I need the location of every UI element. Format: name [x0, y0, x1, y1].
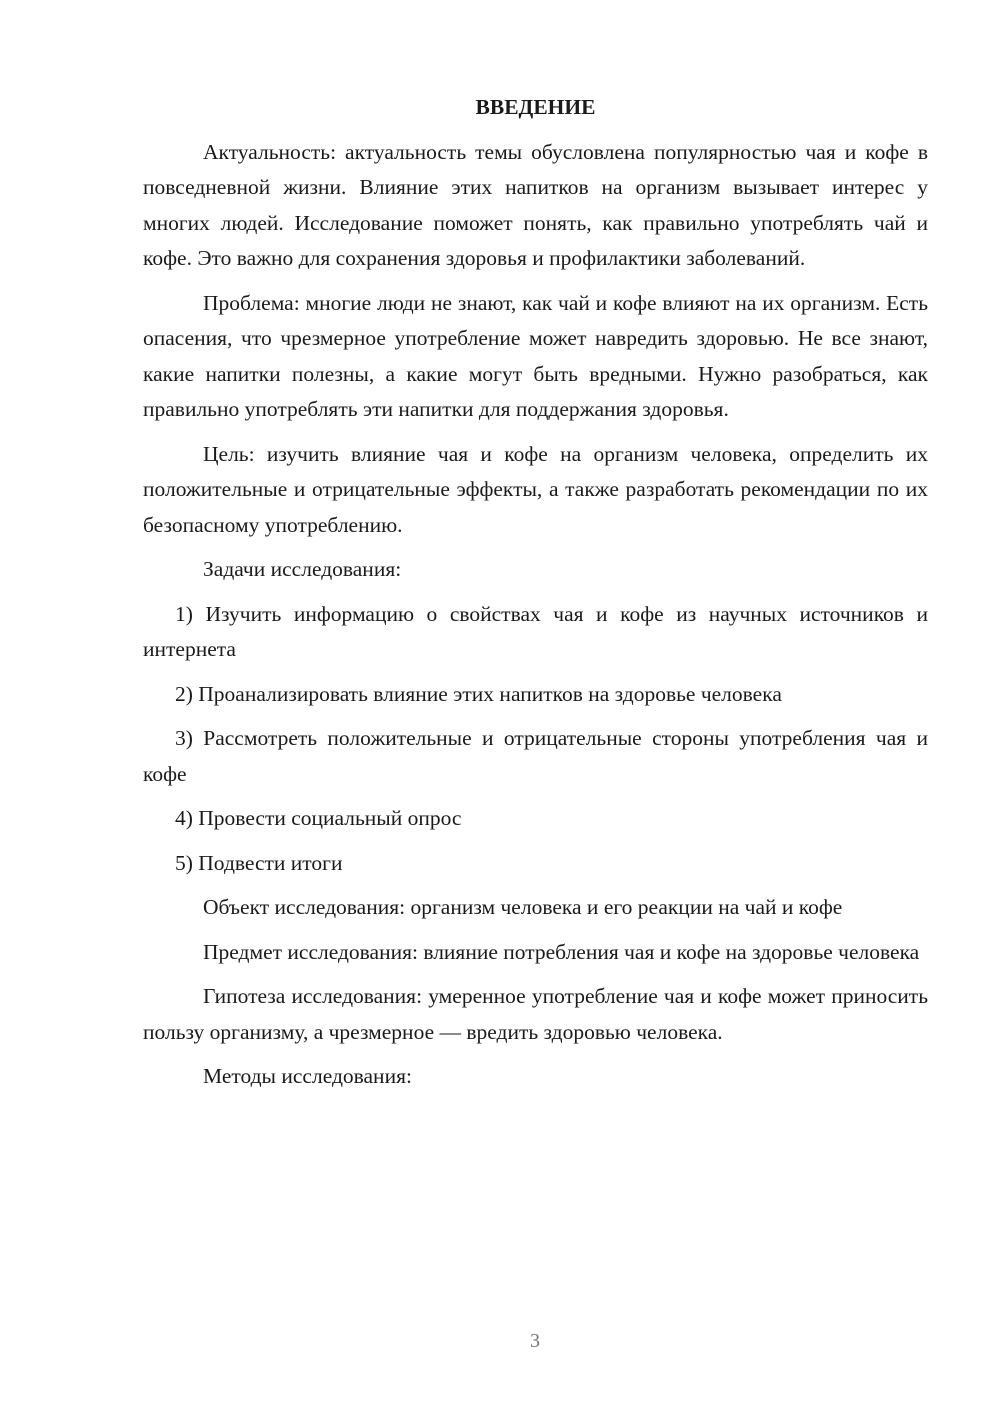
section-title: ВВЕДЕНИЕ [475, 95, 596, 119]
paragraph-object: Объект исследования: организм человека и его реакции на чай и кофе [203, 895, 843, 919]
task-item-3: 3) Рассмотреть положительные и отрицательные стороны употребления чая и кофе [143, 726, 928, 786]
paragraph-subject: Предмет исследования: влияние потребления чая и кофе на здоровье человека [203, 939, 920, 964]
paragraph-tasks-heading: Задачи исследования: [203, 557, 402, 581]
task-item-5: 5) Подвести итоги [175, 850, 343, 875]
paragraph-hypothesis: Гипотеза исследования: умеренное употребление чая и кофе может приносить пользу организму, а чрезмерное — вредить здоровью человека. [143, 984, 928, 1044]
paragraph-relevance: Актуальность: актуальность темы обусловлена популярностью чая и кофе в повседневной жизни. Влияние этих напитков на организм вызывает интерес у многих людей. Исследование поможет понять, как правильно употреблять чай и кофе. Это важно для сохранения здоровья и профилактики заболеваний. [143, 139, 928, 270]
paragraph-goal: Цель: изучить влияние чая и кофе на организм человека, определить их положительные и отрицательные эффекты, а также разработать рекомендации по их безопасному употреблению. [143, 441, 928, 537]
task-item-4: 4) Провести социальный опрос [175, 806, 462, 830]
page-number: 3 [530, 1330, 540, 1352]
paragraph-problem: Проблема: многие люди не знают, как чай и кофе влияют на их организм. Есть опасения, что чрезмерное употребление может навредить здоровью. Не все знают, какие напитки полезны, а какие могут быть вредными. Нужно разобраться, как правильно употреблять эти напитки для поддержания здоровья. [143, 290, 928, 421]
task-item-2: 2) Проанализировать влияние этих напитков на здоровье человека [175, 681, 782, 706]
task-item-1: 1) Изучить информацию о свойствах чая и кофе из научных источников и интернета [143, 601, 928, 661]
document-page [143, 90, 928, 1104]
paragraph-methods: Методы исследования: [203, 1064, 412, 1088]
